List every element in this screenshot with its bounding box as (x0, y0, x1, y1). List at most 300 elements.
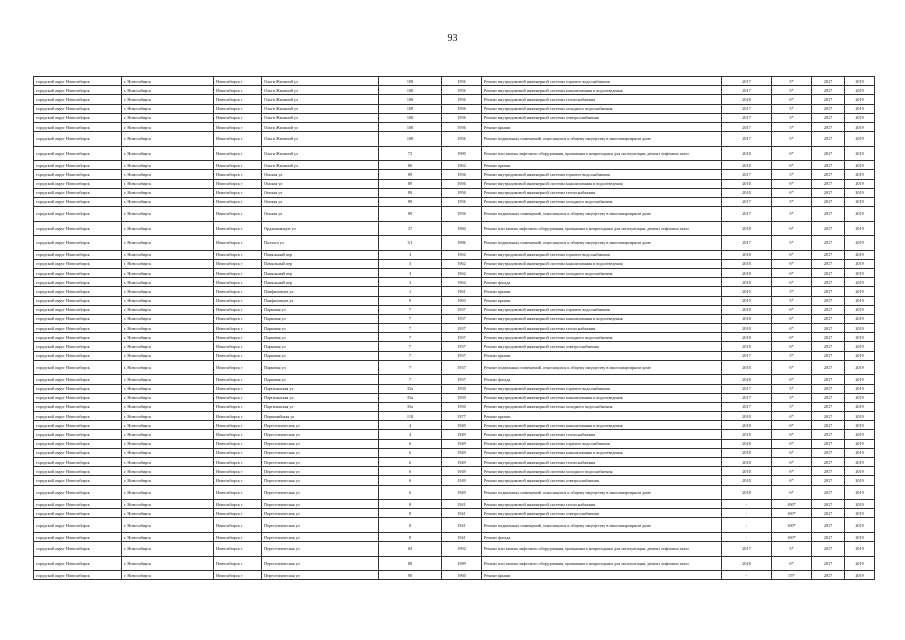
settlement-cell: г. Новосибирск (122, 170, 214, 179)
build-year-cell: 1984 (442, 221, 482, 236)
period-end-cell: 2019 (845, 467, 875, 476)
period-end-cell: 2019 (845, 421, 875, 430)
priority-cell: 6* (772, 412, 812, 421)
locality-cell: Новосибирск г (214, 571, 262, 580)
plan-year-cell: 2017 (722, 402, 772, 411)
table-row (34, 509, 875, 518)
settlement-cell: г. Новосибирск (122, 305, 214, 314)
work-type-cell: Ремонт внутридомовой инженерной системы горячего водоснабжения (482, 439, 722, 448)
build-year-cell: 1962 (442, 278, 482, 287)
settlement-cell: г. Новосибирск (122, 146, 214, 161)
locality-cell: Новосибирск г (214, 305, 262, 314)
plan-year-cell: 2018 (722, 250, 772, 259)
period-start-cell: 2017 (812, 509, 845, 518)
build-year-cell: 1950 (442, 402, 482, 411)
period-start-cell: 2017 (812, 77, 845, 86)
street-cell: Парковая ул (262, 351, 379, 360)
plan-year-cell: 2018 (722, 333, 772, 342)
build-year-cell: 1941 (442, 518, 482, 533)
period-start-cell: 2017 (812, 278, 845, 287)
period-end-cell: 2019 (845, 268, 875, 277)
plan-year-cell: 2018 (722, 259, 772, 268)
build-year-cell: 1941 (442, 532, 482, 541)
street-cell: Переселенческая ул (262, 556, 379, 571)
work-type-cell: Ремонт подвальных помещений, относящихся к общему имуществу в многоквартирном доме (482, 132, 722, 147)
build-year-cell: 1956 (442, 170, 482, 179)
period-start-cell: 2017 (812, 360, 845, 375)
work-type-cell: Ремонт крыши (482, 122, 722, 131)
period-end-cell: 2019 (845, 259, 875, 268)
settlement-cell: г. Новосибирск (122, 448, 214, 457)
priority-cell: 6* (772, 95, 812, 104)
street-cell: Омская ул (262, 179, 379, 188)
settlement-cell: г. Новосибирск (122, 402, 214, 411)
settlement-cell: г. Новосибирск (122, 509, 214, 518)
plan-year-cell: 2018 (722, 439, 772, 448)
priority-cell: 5* (772, 122, 812, 131)
settlement-cell: г. Новосибирск (122, 476, 214, 485)
street-cell: Парковая ул (262, 375, 379, 384)
plan-year-cell: 2018 (722, 485, 772, 500)
build-year-cell: 1992 (442, 542, 482, 557)
build-year-cell: 1937 (442, 375, 482, 384)
municipality-cell: городской округ Новосибирск (34, 296, 122, 305)
period-end-cell: 2019 (845, 342, 875, 351)
locality-cell: Новосибирск г (214, 421, 262, 430)
street-cell: Переселенческая ул (262, 467, 379, 476)
plan-year-cell: 2019 (722, 296, 772, 305)
table-row (34, 412, 875, 421)
house-number-cell: 84 (379, 542, 442, 557)
settlement-cell: г. Новосибирск (122, 342, 214, 351)
table-row (34, 421, 875, 430)
table-row (34, 467, 875, 476)
build-year-cell: 1949 (442, 476, 482, 485)
street-cell: Переселенческая ул (262, 518, 379, 533)
table-row (34, 287, 875, 296)
house-number-cell: 108 (379, 86, 442, 95)
period-start-cell: 2017 (812, 236, 845, 251)
street-cell: Ольги Жилиной ул (262, 146, 379, 161)
period-end-cell: 2019 (845, 393, 875, 402)
house-number-cell: 7 (379, 314, 442, 323)
build-year-cell: 1937 (442, 342, 482, 351)
municipality-cell: городской округ Новосибирск (34, 421, 122, 430)
work-type-cell: Ремонт внутридомовой инженерной системы холодного водоснабжения (482, 197, 722, 206)
period-start-cell: 2017 (812, 170, 845, 179)
settlement-cell: г. Новосибирск (122, 542, 214, 557)
street-cell: Ольги Жилиной ул (262, 104, 379, 113)
plan-year-cell: 2018 (722, 360, 772, 375)
settlement-cell: г. Новосибирск (122, 393, 214, 402)
plan-year-cell: 2018 (722, 305, 772, 314)
street-cell: Омская ул (262, 207, 379, 222)
priority-cell: 5* (772, 132, 812, 147)
table-row (34, 532, 875, 541)
work-type-cell: Ремонт внутридомовой инженерной системы канализования и водоотведения (482, 86, 722, 95)
plan-year-cell: 2018 (722, 221, 772, 236)
municipality-cell: городской округ Новосибирск (34, 77, 122, 86)
locality-cell: Новосибирск г (214, 467, 262, 476)
settlement-cell: г. Новосибирск (122, 556, 214, 571)
table-row (34, 259, 875, 268)
priority-cell: 6* (772, 188, 812, 197)
work-type-cell: Ремонт внутридомовой инженерной системы канализования и водоотведения (482, 179, 722, 188)
house-number-cell: 108 (379, 104, 442, 113)
settlement-cell: г. Новосибирск (122, 430, 214, 439)
settlement-cell: г. Новосибирск (122, 500, 214, 509)
table-row (34, 104, 875, 113)
street-cell: Переселенческая ул (262, 458, 379, 467)
period-end-cell: 2019 (845, 412, 875, 421)
priority-cell: 100* (772, 500, 812, 509)
period-end-cell: 2019 (845, 278, 875, 287)
period-start-cell: 2017 (812, 342, 845, 351)
work-type-cell: Ремонт внутридомовой инженерной системы канализования и водоотведения (482, 421, 722, 430)
table-row (34, 221, 875, 236)
period-start-cell: 2017 (812, 333, 845, 342)
house-number-cell: 7 (379, 342, 442, 351)
build-year-cell: 1956 (442, 77, 482, 86)
period-start-cell: 2017 (812, 287, 845, 296)
settlement-cell: г. Новосибирск (122, 351, 214, 360)
build-year-cell: 1950 (442, 393, 482, 402)
period-end-cell: 2019 (845, 250, 875, 259)
municipality-cell: городской округ Новосибирск (34, 146, 122, 161)
settlement-cell: г. Новосибирск (122, 259, 214, 268)
priority-cell: 6* (772, 430, 812, 439)
municipality-cell: городской округ Новосибирск (34, 458, 122, 467)
table-row (34, 342, 875, 351)
house-number-cell: 108 (379, 113, 442, 122)
locality-cell: Новосибирск г (214, 188, 262, 197)
work-type-cell: Ремонт крыши (482, 296, 722, 305)
build-year-cell: 1937 (442, 333, 482, 342)
municipality-cell: городской округ Новосибирск (34, 132, 122, 147)
street-cell: Памяльный пер (262, 259, 379, 268)
period-start-cell: 2017 (812, 305, 845, 314)
house-number-cell: 37 (379, 221, 442, 236)
municipality-cell: городской округ Новосибирск (34, 314, 122, 323)
plan-year-cell: 2017 (722, 542, 772, 557)
priority-cell: 6* (772, 333, 812, 342)
settlement-cell: г. Новосибирск (122, 439, 214, 448)
locality-cell: Новосибирск г (214, 500, 262, 509)
municipality-cell: городской округ Новосибирск (34, 384, 122, 393)
plan-year-cell: 2017 (722, 236, 772, 251)
work-type-cell: Ремонт внутридомовой инженерной системы канализования и водоотведения (482, 259, 722, 268)
settlement-cell: г. Новосибирск (122, 287, 214, 296)
street-cell: Парковая ул (262, 342, 379, 351)
priority-cell: 100* (772, 518, 812, 533)
table-row (34, 122, 875, 131)
street-cell: Памяльный пер (262, 250, 379, 259)
period-end-cell: 2019 (845, 221, 875, 236)
municipality-cell: городской округ Новосибирск (34, 250, 122, 259)
priority-cell: 6* (772, 179, 812, 188)
work-type-cell: Ремонт внутридомовой инженерной системы теплоснабжения (482, 188, 722, 197)
table-row (34, 430, 875, 439)
build-year-cell: 1956 (442, 95, 482, 104)
period-start-cell: 2017 (812, 351, 845, 360)
work-type-cell: Ремонт внутридомовой инженерной системы горячего водоснабжения (482, 250, 722, 259)
plan-year-cell: 2018 (722, 324, 772, 333)
work-type-cell: Ремонт подвальных помещений, относящихся к общему имуществу в многоквартирном доме (482, 236, 722, 251)
house-number-cell: 6 (379, 476, 442, 485)
work-type-cell: Ремонт или замена лифтового оборудования, признанного непригодным для эксплуатации, ремонт лифтовых шахт (482, 221, 722, 236)
house-number-cell: 8 (379, 532, 442, 541)
period-end-cell: 2019 (845, 500, 875, 509)
street-cell: Парковая ул (262, 360, 379, 375)
work-type-cell: Ремонт фасада (482, 278, 722, 287)
plan-year-cell: 2018 (722, 268, 772, 277)
municipality-cell: городской округ Новосибирск (34, 104, 122, 113)
settlement-cell: г. Новосибирск (122, 86, 214, 95)
locality-cell: Новосибирск г (214, 542, 262, 557)
locality-cell: Новосибирск г (214, 207, 262, 222)
build-year-cell: 1956 (442, 179, 482, 188)
work-type-cell: Ремонт внутридомовой инженерной системы горячего водоснабжения (482, 305, 722, 314)
municipality-cell: городской округ Новосибирск (34, 375, 122, 384)
house-number-cell: 89 (379, 179, 442, 188)
period-start-cell: 2017 (812, 393, 845, 402)
period-start-cell: 2017 (812, 485, 845, 500)
street-cell: Парковая ул (262, 305, 379, 314)
municipality-cell: городской округ Новосибирск (34, 571, 122, 580)
period-start-cell: 2017 (812, 518, 845, 533)
plan-year-cell: 2017 (722, 122, 772, 131)
settlement-cell: г. Новосибирск (122, 518, 214, 533)
plan-year-cell: - (722, 509, 772, 518)
settlement-cell: г. Новосибирск (122, 314, 214, 323)
settlement-cell: г. Новосибирск (122, 278, 214, 287)
plan-year-cell: 2018 (722, 421, 772, 430)
period-end-cell: 2019 (845, 351, 875, 360)
street-cell: Переселенческая ул (262, 532, 379, 541)
build-year-cell: 1956 (442, 86, 482, 95)
period-end-cell: 2019 (845, 122, 875, 131)
house-number-cell: 6 (379, 448, 442, 457)
period-end-cell: 2019 (845, 333, 875, 342)
priority-cell: 6* (772, 556, 812, 571)
work-type-cell: Ремонт внутридомовой инженерной системы холодного водоснабжения (482, 104, 722, 113)
locality-cell: Новосибирск г (214, 259, 262, 268)
municipality-cell: городской округ Новосибирск (34, 412, 122, 421)
municipality-cell: городской округ Новосибирск (34, 268, 122, 277)
table-row (34, 360, 875, 375)
locality-cell: Новосибирск г (214, 236, 262, 251)
build-year-cell: 1949 (442, 485, 482, 500)
period-start-cell: 2017 (812, 412, 845, 421)
plan-year-cell: 2017 (722, 351, 772, 360)
locality-cell: Новосибирск г (214, 556, 262, 571)
period-end-cell: 2019 (845, 556, 875, 571)
period-start-cell: 2017 (812, 146, 845, 161)
house-number-cell: 7 (379, 360, 442, 375)
table-row (34, 305, 875, 314)
plan-year-cell: 2018 (722, 476, 772, 485)
build-year-cell: 1962 (442, 259, 482, 268)
table-row (34, 324, 875, 333)
priority-cell: 6* (772, 458, 812, 467)
municipality-cell: городской округ Новосибирск (34, 170, 122, 179)
period-start-cell: 2017 (812, 113, 845, 122)
work-type-cell: Ремонт внутридомовой инженерной системы горячего водоснабжения (482, 77, 722, 86)
house-number-cell: 7 (379, 305, 442, 314)
work-type-cell: Ремонт внутридомовой инженерной системы теплоснабжения (482, 95, 722, 104)
house-number-cell: 7 (379, 333, 442, 342)
plan-year-cell: 2018 (722, 467, 772, 476)
house-number-cell: 89 (379, 188, 442, 197)
house-number-cell: 35а (379, 393, 442, 402)
municipality-cell: городской округ Новосибирск (34, 532, 122, 541)
street-cell: Переселенческая ул (262, 439, 379, 448)
work-type-cell: Ремонт или замена лифтового оборудования, признанного непригодным для эксплуатации, ремонт лифтовых шахт (482, 542, 722, 557)
municipality-cell: городской округ Новосибирск (34, 161, 122, 170)
priority-cell: 6* (772, 342, 812, 351)
build-year-cell: 1941 (442, 509, 482, 518)
period-start-cell: 2017 (812, 179, 845, 188)
settlement-cell: г. Новосибирск (122, 132, 214, 147)
municipality-cell: городской округ Новосибирск (34, 207, 122, 222)
street-cell: Первомайская ул (262, 412, 379, 421)
plan-year-cell: - (722, 500, 772, 509)
street-cell: Переселенческая ул (262, 421, 379, 430)
work-type-cell: Ремонт внутридомовой инженерной системы теплоснабжения (482, 458, 722, 467)
street-cell: Парковая ул (262, 314, 379, 323)
period-end-cell: 2019 (845, 197, 875, 206)
work-type-cell: Ремонт крыши (482, 351, 722, 360)
build-year-cell: 1949 (442, 430, 482, 439)
locality-cell: Новосибирск г (214, 179, 262, 188)
priority-cell: 100* (772, 532, 812, 541)
table-row (34, 571, 875, 580)
priority-cell: 6* (772, 360, 812, 375)
locality-cell: Новосибирск г (214, 77, 262, 86)
priority-cell: 6* (772, 448, 812, 457)
period-start-cell: 2017 (812, 122, 845, 131)
period-start-cell: 2017 (812, 207, 845, 222)
street-cell: Ольги Жилиной ул (262, 161, 379, 170)
settlement-cell: г. Новосибирск (122, 221, 214, 236)
settlement-cell: г. Новосибирск (122, 485, 214, 500)
municipality-cell: городской округ Новосибирск (34, 305, 122, 314)
locality-cell: Новосибирск г (214, 296, 262, 305)
table-row (34, 278, 875, 287)
period-end-cell: 2019 (845, 132, 875, 147)
plan-year-cell: 2017 (722, 86, 772, 95)
municipality-cell: городской округ Новосибирск (34, 342, 122, 351)
period-end-cell: 2019 (845, 104, 875, 113)
house-number-cell: 88 (379, 556, 442, 571)
period-end-cell: 2019 (845, 518, 875, 533)
table-row (34, 556, 875, 571)
municipality-cell: городской округ Новосибирск (34, 333, 122, 342)
locality-cell: Новосибирск г (214, 146, 262, 161)
street-cell: Партизанская ул (262, 393, 379, 402)
build-year-cell: 1956 (442, 197, 482, 206)
settlement-cell: г. Новосибирск (122, 188, 214, 197)
period-start-cell: 2017 (812, 86, 845, 95)
plan-year-cell: - (722, 571, 772, 580)
table-row (34, 188, 875, 197)
house-number-cell: 8 (379, 509, 442, 518)
municipality-cell: городской округ Новосибирск (34, 113, 122, 122)
house-number-cell: 6 (379, 458, 442, 467)
street-cell: Переселенческая ул (262, 571, 379, 580)
settlement-cell: г. Новосибирск (122, 421, 214, 430)
table-row (34, 485, 875, 500)
table-row (34, 296, 875, 305)
settlement-cell: г. Новосибирск (122, 412, 214, 421)
house-number-cell: 3 (379, 278, 442, 287)
build-year-cell: 1977 (442, 412, 482, 421)
work-type-cell: Ремонт подвальных помещений, относящихся к общему имуществу в многоквартирном доме (482, 360, 722, 375)
locality-cell: Новосибирск г (214, 412, 262, 421)
work-type-cell: Ремонт внутридомовой инженерной системы электроснабжения (482, 476, 722, 485)
locality-cell: Новосибирск г (214, 458, 262, 467)
build-year-cell: 1941 (442, 500, 482, 509)
table-row (34, 314, 875, 323)
period-end-cell: 2019 (845, 402, 875, 411)
locality-cell: Новосибирск г (214, 476, 262, 485)
house-number-cell: 6 (379, 467, 442, 476)
build-year-cell: 1956 (442, 113, 482, 122)
house-number-cell: 6 (379, 439, 442, 448)
settlement-cell: г. Новосибирск (122, 571, 214, 580)
table-row (34, 439, 875, 448)
municipality-cell: городской округ Новосибирск (34, 500, 122, 509)
locality-cell: Новосибирск г (214, 485, 262, 500)
street-cell: Переселенческая ул (262, 485, 379, 500)
settlement-cell: г. Новосибирск (122, 113, 214, 122)
settlement-cell: г. Новосибирск (122, 250, 214, 259)
build-year-cell: 1956 (442, 207, 482, 222)
work-type-cell: Ремонт внутридомовой инженерной системы горячего водоснабжения (482, 384, 722, 393)
work-type-cell: Ремонт крыши (482, 287, 722, 296)
period-end-cell: 2019 (845, 86, 875, 95)
street-cell: Ольги Жилиной ул (262, 86, 379, 95)
work-type-cell: Ремонт внутридомовой инженерной системы холодного водоснабжения (482, 333, 722, 342)
priority-cell: 5* (772, 393, 812, 402)
priority-cell: 6* (772, 268, 812, 277)
street-cell: Переселенческая ул (262, 542, 379, 557)
period-start-cell: 2017 (812, 421, 845, 430)
street-cell: Омская ул (262, 188, 379, 197)
work-type-cell: Ремонт внутридомовой инженерной системы канализования и водоотведения (482, 448, 722, 457)
period-end-cell: 2019 (845, 571, 875, 580)
page-number: 93 (447, 33, 458, 44)
locality-cell: Новосибирск г (214, 113, 262, 122)
priority-cell: 5* (772, 197, 812, 206)
priority-cell: 55* (772, 571, 812, 580)
period-start-cell: 2017 (812, 314, 845, 323)
period-end-cell: 2019 (845, 236, 875, 251)
period-start-cell: 2017 (812, 221, 845, 236)
build-year-cell: 1963 (442, 296, 482, 305)
locality-cell: Новосибирск г (214, 430, 262, 439)
table-row (34, 197, 875, 206)
priority-cell: 6* (772, 467, 812, 476)
locality-cell: Новосибирск г (214, 333, 262, 342)
municipality-cell: городской округ Новосибирск (34, 448, 122, 457)
period-end-cell: 2019 (845, 95, 875, 104)
period-start-cell: 2017 (812, 458, 845, 467)
locality-cell: Новосибирск г (214, 342, 262, 351)
settlement-cell: г. Новосибирск (122, 197, 214, 206)
period-end-cell: 2019 (845, 287, 875, 296)
house-number-cell: 7 (379, 351, 442, 360)
